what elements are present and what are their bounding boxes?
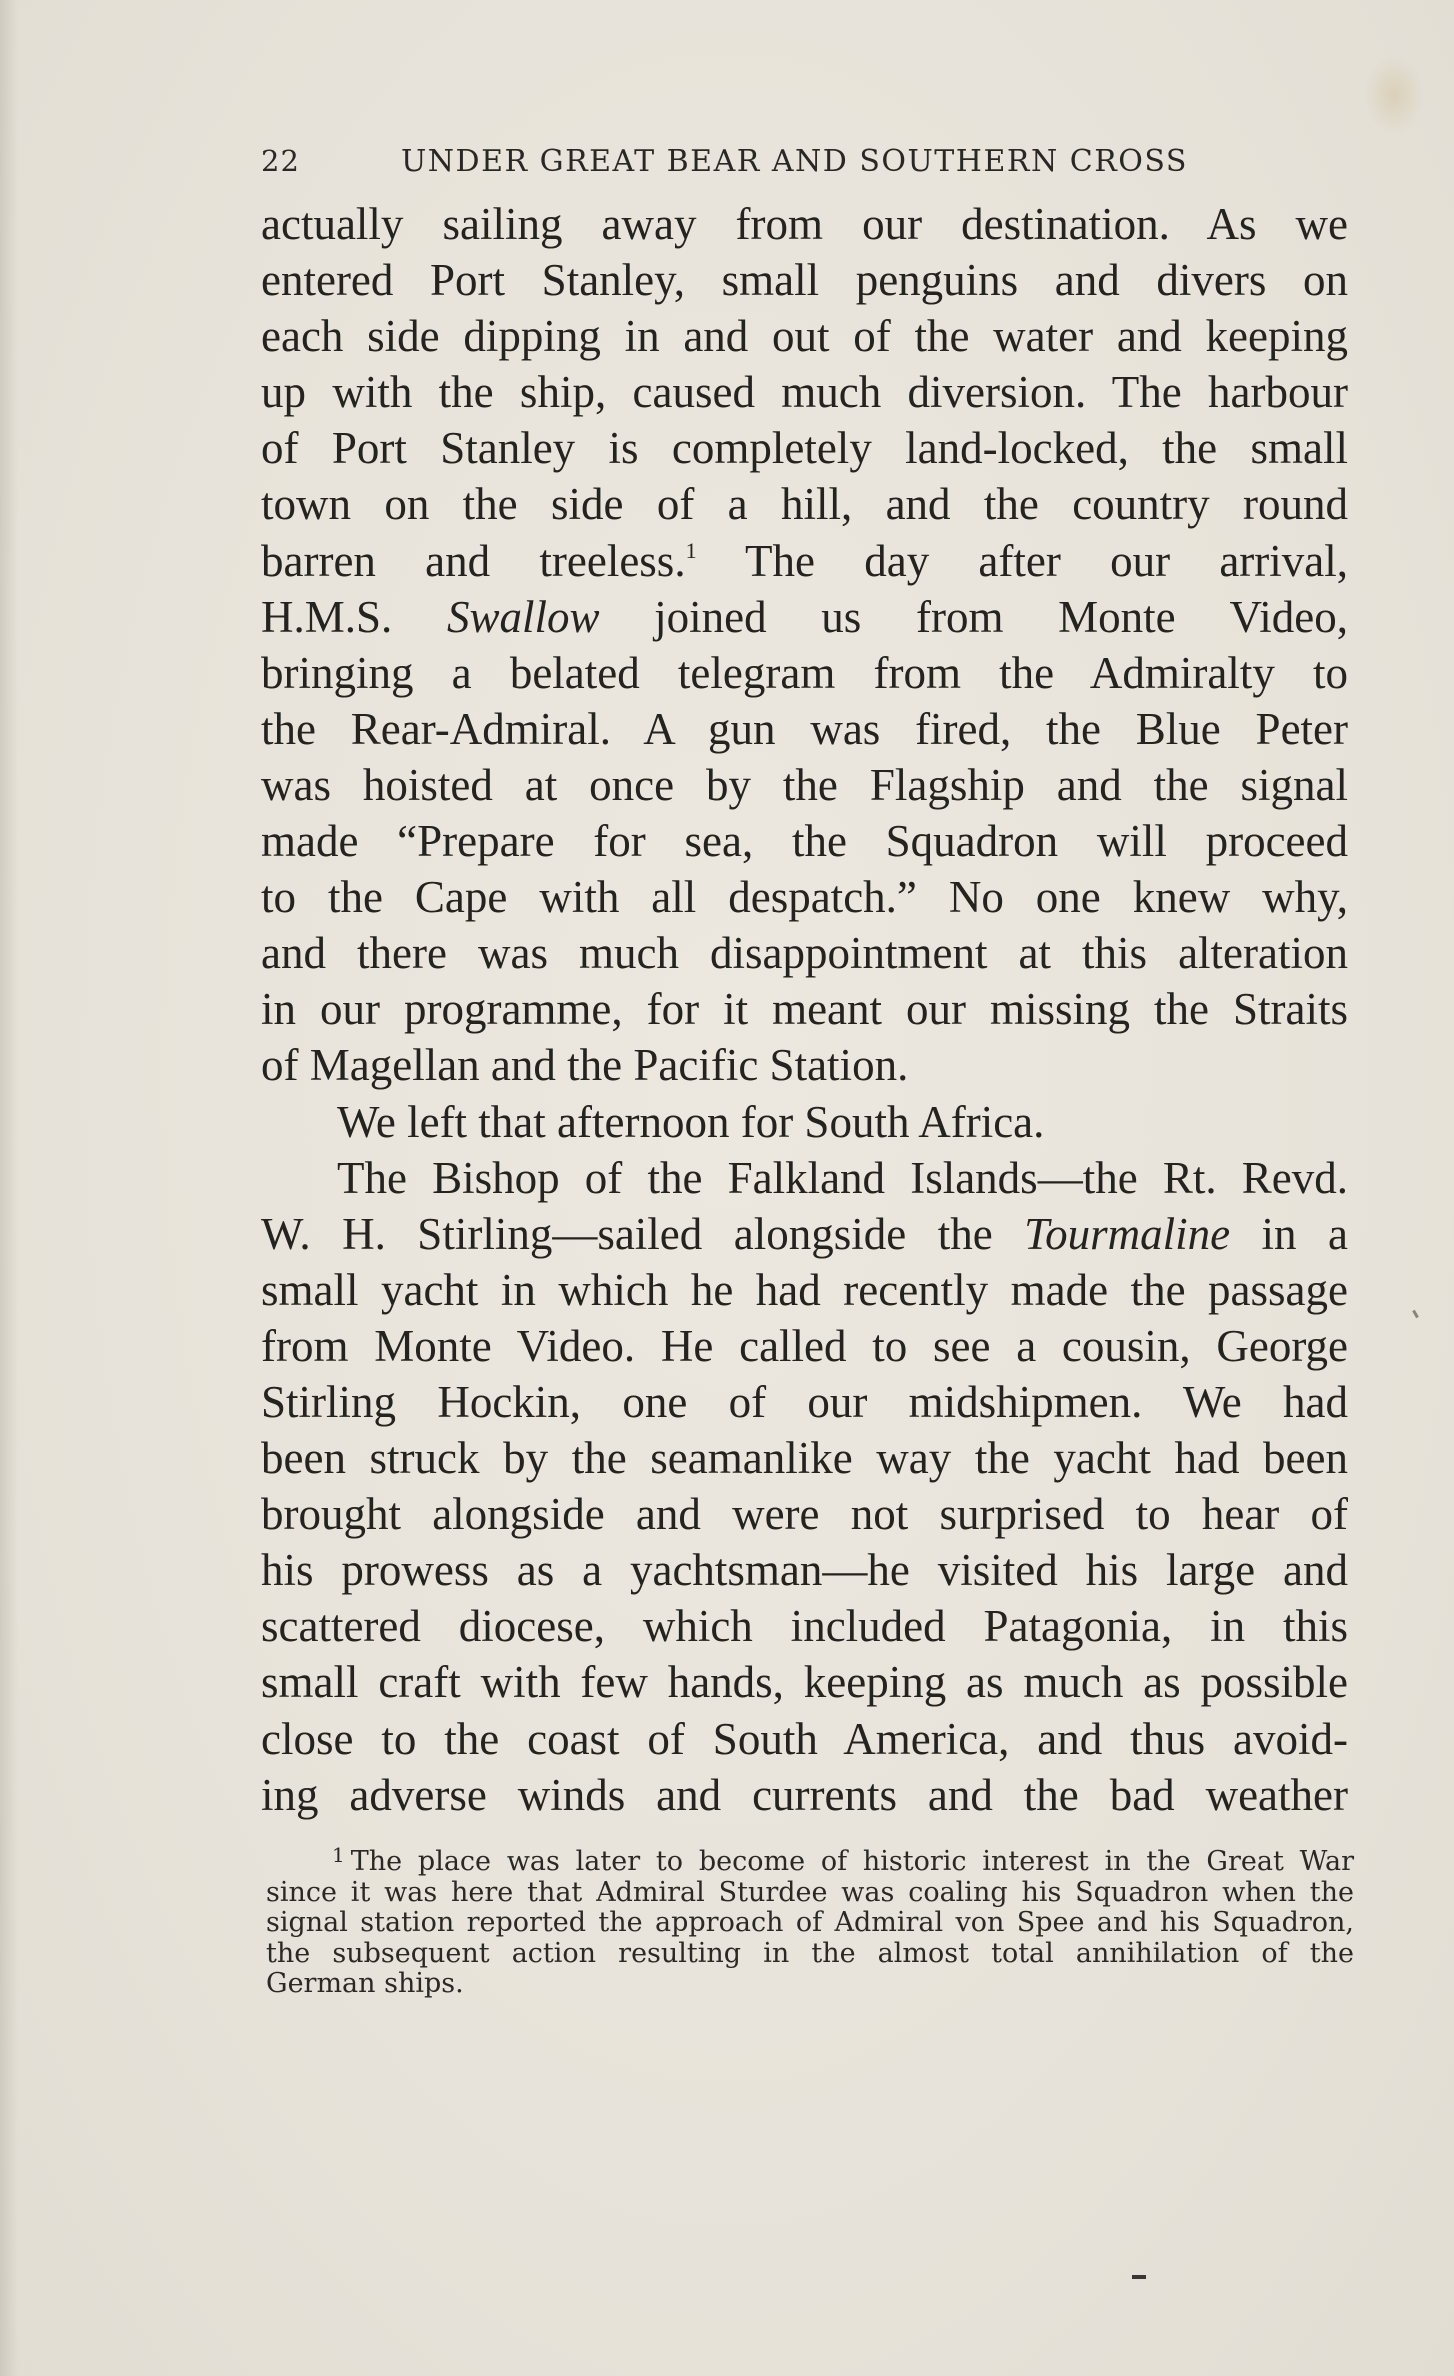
- page-header: [261, 140, 1211, 184]
- text-fragment: in a: [1230, 1208, 1348, 1259]
- page-edge-shadow: [0, 0, 18, 2376]
- text-line: up with the ship, caused much diversion. The harbour: [261, 367, 1348, 418]
- footnote-line: German ships.: [266, 1968, 464, 2000]
- text-line: small craft with few hands, keeping as much as possible: [261, 1657, 1348, 1708]
- text-line: town on the side of a hill, and the country round: [261, 479, 1348, 530]
- body-text: [261, 196, 1348, 1823]
- page-number: 22: [261, 144, 300, 178]
- text-line: close to the coast of South America, and thus avoid-: [261, 1713, 1348, 1764]
- footnote-line: the subsequent action resulting in the almost total annihilation of the: [266, 1937, 1354, 1969]
- text-line: was hoisted at once by the Flagship and the signal: [261, 759, 1348, 810]
- paper-stain: [1364, 55, 1424, 135]
- text-line: from Monte Video. He called to see a cousin, George: [261, 1320, 1348, 1371]
- text-line: each side dipping in and out of the water and keeping: [261, 311, 1348, 362]
- text-fragment: barren and treeless.: [261, 535, 686, 586]
- footnote: [266, 1840, 1354, 2000]
- paragraph-line: The Bishop of the Falkland Islands—the Rt. Revd.: [337, 1152, 1348, 1203]
- text-line: brought alongside and were not surprised to hear of: [261, 1489, 1348, 1540]
- ship-name: Swallow: [446, 591, 600, 642]
- text-line: entered Port Stanley, small penguins and divers on: [261, 255, 1348, 306]
- footnote-line: since it was here that Admiral Sturdee was coaling his Squadron when the: [266, 1876, 1354, 1908]
- text-line: bringing a belated telegram from the Admiralty to: [261, 647, 1348, 698]
- text-line: of Port Stanley is completely land-locked, the small: [261, 423, 1348, 474]
- text-line: [261, 533, 1348, 589]
- footnote-text: The place was later to become of historic interest in the Great War: [350, 1846, 1354, 1877]
- text-fragment: The day after our arrival,: [696, 535, 1349, 586]
- footnote-line: [266, 1840, 1354, 1878]
- footnote-line: signal station reported the approach of Admiral von Spee and his Squadron,: [266, 1907, 1354, 1939]
- text-line: [261, 589, 1348, 645]
- text-line: to the Cape with all despatch.” No one knew why,: [261, 872, 1348, 923]
- margin-mark: [1412, 1310, 1419, 1318]
- text-fragment: H.M.S.: [261, 591, 447, 642]
- text-line: his prowess as a yachtsman—he visited his large and: [261, 1545, 1348, 1596]
- text-line: small yacht in which he had recently made the passage: [261, 1264, 1348, 1315]
- text-line: scattered diocese, which included Patagonia, in this: [261, 1601, 1348, 1652]
- page-mark: [1132, 2275, 1146, 2279]
- text-line: of Magellan and the Pacific Station.: [261, 1040, 909, 1091]
- text-line: made “Prepare for sea, the Squadron will proceed: [261, 816, 1348, 867]
- text-line: in our programme, for it meant our missing the Straits: [261, 984, 1348, 1035]
- text-line: ing adverse winds and currents and the bad weather: [261, 1769, 1348, 1820]
- text-line: [261, 1206, 1348, 1262]
- text-fragment: W. H. Stirling—sailed alongside the: [261, 1208, 1025, 1259]
- text-line: the Rear-Admiral. A gun was fired, the Blue Peter: [261, 703, 1348, 754]
- text-line: been struck by the seamanlike way the yacht had been: [261, 1433, 1348, 1484]
- footnote-reference: 1: [685, 537, 697, 563]
- text-line: actually sailing away from our destination. As we: [261, 199, 1348, 249]
- text-line: Stirling Hockin, one of our midshipmen. We had: [261, 1376, 1348, 1427]
- ship-name: Tourmaline: [1024, 1208, 1231, 1259]
- footnote-marker: 1: [332, 1843, 345, 1867]
- text-fragment: joined us from Monte Video,: [599, 591, 1348, 642]
- running-head: UNDER GREAT BEAR AND SOUTHERN CROSS: [401, 144, 1188, 179]
- text-line: and there was much disappointment at this alteration: [261, 928, 1348, 979]
- paragraph-line: We left that afternoon for South Africa.: [337, 1096, 1045, 1147]
